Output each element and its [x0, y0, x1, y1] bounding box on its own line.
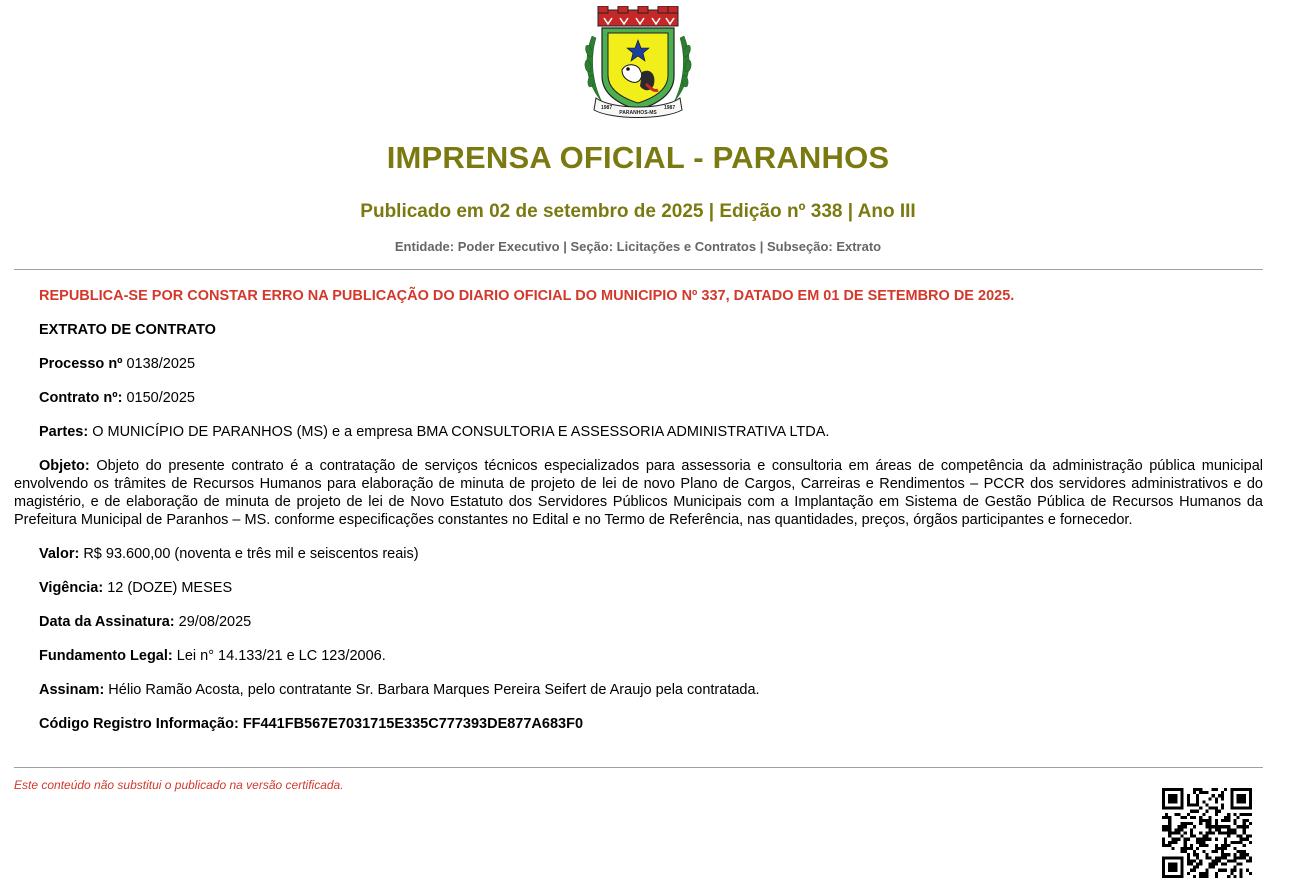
field-contrato	[14, 389, 1263, 407]
field-label: Contrato nº:	[39, 390, 123, 406]
field-value: Objeto do presente contrato é a contratação de serviços técnicos especializados para assessoria e consultoria em áreas de competência da administração pública municipal envolvendo os trâmites de Recursos Humanos para elaboração de minuta de projeto de lei de novo Plano de Cargos, Carreiras e Rendimentos – PCCR dos servidores administrativos e do magistério, e de elaboração de minuta de projeto de lei de Novo Estatuto dos Servidores Públicos Municipais com a Implantação em Sistema de Gestão Pública de Recursos Humanos da Prefeitura Municipal de Paranhos – MS. conforme especificações constantes no Edital e no Termo de Referência, nas quantidades, preços, órgãos participantes e fornecedor.	[14, 458, 1263, 528]
field-processo	[14, 355, 1263, 373]
field-value: 0138/2025	[122, 356, 196, 372]
field-label: Fundamento Legal:	[39, 648, 173, 664]
field-vigencia	[14, 579, 1263, 597]
field-value: Hélio Ramão Acosta, pelo contratante Sr. Barbara Marques Pereira Seifert de Araujo pela contratada.	[104, 682, 760, 698]
field-objeto	[14, 457, 1263, 529]
page-title: IMPRENSA OFICIAL - PARANHOS	[386, 140, 890, 175]
field-value: 0150/2025	[122, 390, 195, 406]
field-label: Vigência:	[39, 580, 104, 596]
field-label: Data da Assinatura:	[39, 614, 175, 630]
svg-text:1987: 1987	[664, 105, 676, 111]
field-value: O MUNICÍPIO DE PARANHOS (MS) e a empresa BMA CONSULTORIA E ASSESSORIA ADMINISTRATIVA LTDA.	[88, 424, 830, 440]
field-value: 12 (DOZE) MESES	[103, 580, 233, 596]
top-divider	[14, 269, 1263, 270]
crown-icon	[598, 6, 678, 26]
field-fundamento-legal	[14, 647, 1263, 665]
publication-info: Publicado em 02 de setembro de 2025 | Edição nº 338 | Ano III	[360, 201, 916, 222]
field-data-assinatura	[14, 613, 1263, 631]
field-valor	[14, 545, 1263, 563]
field-label: Valor:	[39, 546, 80, 562]
republication-notice: REPUBLICA-SE POR CONSTAR ERRO NA PUBLICAÇÃO DO DIARIO OFICIAL DO MUNICIPIO Nº 337, DATADO EM 01 DE SETEMBRO DE 2025.	[39, 288, 1015, 304]
municipal-crest-logo	[582, 6, 694, 120]
bottom-divider	[14, 767, 1263, 768]
field-codigo-registro	[14, 715, 1263, 733]
document-heading: EXTRATO DE CONTRATO	[39, 322, 216, 338]
field-value: FF441FB567E7031715E335C777393DE877A683F0	[238, 716, 584, 732]
certification-disclaimer: Este conteúdo não substitui o publicado na versão certificada.	[14, 778, 344, 792]
field-label: Partes:	[39, 424, 89, 440]
field-label: Objeto:	[39, 458, 90, 474]
field-label: Assinam:	[39, 682, 105, 698]
svg-text:1987: 1987	[601, 105, 613, 111]
shield-icon	[602, 28, 674, 110]
svg-text:PARANHOS-MS: PARANHOS-MS	[619, 110, 657, 116]
section-meta: Entidade: Poder Executivo | Seção: Licitações e Contratos | Subseção: Extrato	[394, 239, 882, 254]
field-label: Código Registro Informação:	[39, 716, 239, 732]
qr-code-icon[interactable]	[1162, 788, 1252, 878]
field-label: Processo nº	[39, 356, 123, 372]
field-value: R$ 93.600,00 (noventa e três mil e seiscentos reais)	[79, 546, 419, 562]
document-body	[14, 287, 1263, 749]
field-assinam	[14, 681, 1263, 699]
field-partes	[14, 423, 1263, 441]
field-value: Lei n° 14.133/21 e LC 123/2006.	[172, 648, 386, 664]
field-value: 29/08/2025	[174, 614, 252, 630]
